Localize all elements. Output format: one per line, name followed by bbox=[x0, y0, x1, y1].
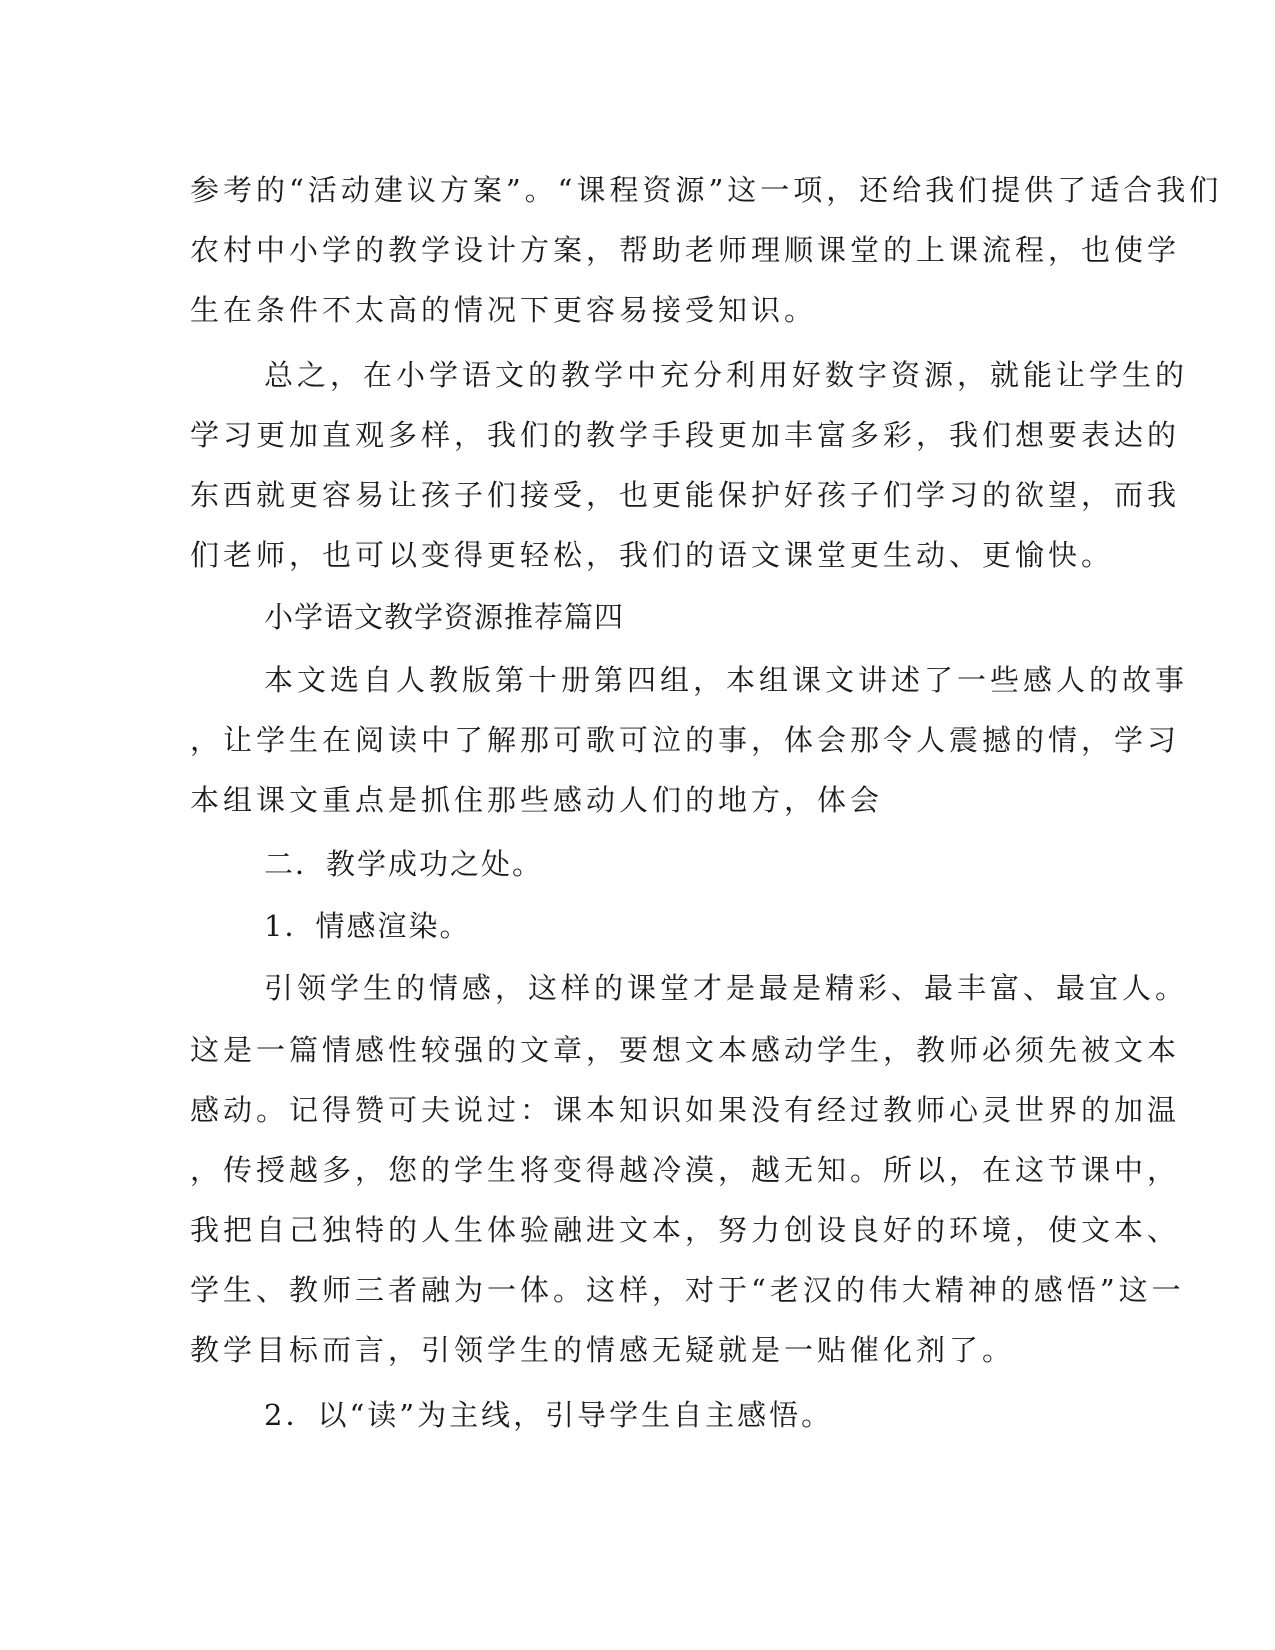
paragraph-first-line: 引领学生的情感，这样的课堂才是最是精彩、最丰富、最宜人。 bbox=[264, 971, 1189, 1005]
text-line: 们老师，也可以变得更轻松，我们的语文课堂更生动、更愉快。 bbox=[190, 538, 1115, 572]
text-line: 农村中小学的教学设计方案，帮助老师理顺课堂的上课流程，也使学 bbox=[190, 233, 1181, 267]
text-line: 参考的“活动建议方案”。“课程资源”这一项，还给我们提供了适合我们 bbox=[190, 173, 1223, 207]
text-line: 本组课文重点是抓住那些感动人们的地方，体会 bbox=[190, 783, 884, 817]
text-line: 感动。记得赞可夫说过：课本知识如果没有经过教师心灵世界的加温 bbox=[190, 1093, 1181, 1127]
text-line: 这是一篇情感性较强的文章，要想文本感动学生，教师必须先被文本 bbox=[190, 1033, 1181, 1067]
text-line: ，传授越多，您的学生将变得越冷漠，越无知。所以，在这节课中， bbox=[190, 1153, 1181, 1187]
paragraph-first-line: 总之，在小学语文的教学中充分利用好数字资源，就能让学生的 bbox=[264, 358, 1189, 392]
text-line: 东西就更容易让孩子们接受，也更能保护好孩子们学习的欲望，而我 bbox=[190, 478, 1181, 512]
text-line: 学习更加直观多样，我们的教学手段更加丰富多彩，我们想要表达的 bbox=[190, 418, 1181, 452]
numbered-heading: 1．情感渲染。 bbox=[264, 909, 471, 943]
numbered-heading: 2．以“读”为主线，引导学生自主感悟。 bbox=[264, 1398, 834, 1432]
text-line: 教学目标而言，引领学生的情感无疑就是一贴催化剂了。 bbox=[190, 1333, 1016, 1367]
text-line: 生在条件不太高的情况下更容易接受知识。 bbox=[190, 293, 818, 327]
section-heading: 小学语文教学资源推荐篇四 bbox=[264, 600, 625, 634]
text-line: 学生、教师三者融为一体。这样，对于“老汉的伟大精神的感悟”这一 bbox=[190, 1273, 1185, 1307]
subsection-heading: 二．教学成功之处。 bbox=[264, 847, 544, 881]
text-line: 我把自己独特的人生体验融进文本，努力创设良好的环境，使文本、 bbox=[190, 1213, 1181, 1247]
paragraph-first-line: 本文选自人教版第十册第四组，本组课文讲述了一些感人的故事 bbox=[264, 663, 1189, 697]
text-line: ，让学生在阅读中了解那可歌可泣的事，体会那令人震撼的情，学习 bbox=[190, 723, 1181, 757]
